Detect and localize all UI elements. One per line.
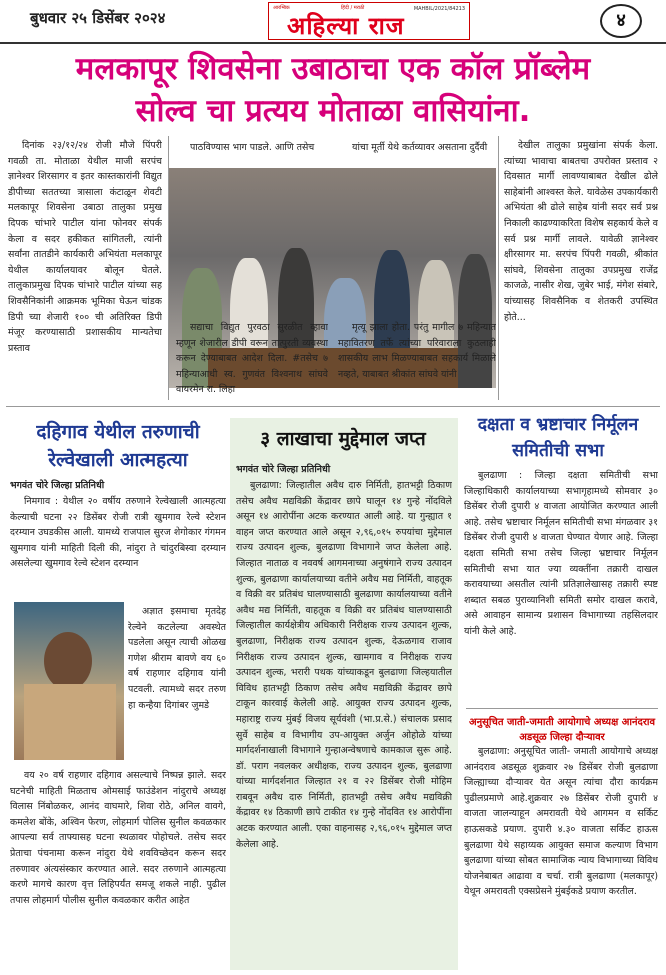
- story-b-text: बुलढाणा: जिल्हातील अवैध दारु निर्मिती, हातभट्टी ठिकाण तसेच अवैध मद्यविक्री केंद्रावर छापे घालून १४ गुन्हे नोंदविले असून १४ आरोपींना अटक करण्यात आली आहे. या गुन्ह्यात १ वाहन जप्त करण्यात आले असून २,९६,०१५ रुपयांचा मुद्देमाल राज्य उत्पादन शुल्क, बुलढाणा विभागाने जप्त केलेला आहे. जिल्हात नाताळ व नववर्ष आगमनाच्या अनुषंगाने राज्य उत्पादन शुल्क, बुलढाणा कार्यालयाच्या वतीने अवैध मद्य निर्मिती, वाहतूक व विक्री वर प्रतिबंध घालण्यासाठी बुलढाणा कार्यालयाच्या वतीने अवैध मद्य निर्मिती, वाहतूक व विक्री वर प्रतिबंध घालण्यासाठी जिल्हातील कार्यक्षेत्रीय अधिकारी निरीक्षक राज्य उत्पादन शुल्क, बुलढाणा, निरीक्षक राज्य उत्पादन शुल्क, देऊळगाव राजाव निरीक्षक राज्य उत्पादन शुल्क, खामगाव व निरीक्षक राज्य उत्पादन शुल्क, भरारी पथक यांच्याकडून बुलढाणा जिल्हयातील विविध हातभट्टी ठिकाण तसेच अवैध मद्यविक्री केंद्रावर छापे टाकून कारवाई केलेली आहे. आयुक्त राज्य उत्पादन शुल्क, महाराष्ट्र राज्य मुंबई विजय सूर्यवंशी (भा.प्र.से.) संचालक प्रसाद सुर्वे साहेब व विभागीय उप-आयुक्त अर्जुन ओहोळे यांच्या मार्गदर्शनाखाली विभागाने गुन्हाअन्वेषणाचे कामकाज सुरू आहे. डॉ. पराग नवलकर अधीक्षक, राज्य उत्पादन शुल्क, बुलढाणा यांच्या मार्गदर्शनात जिल्हात २१ व २२ डिसेंबर रोजी मोहिम राबवून अवैध दारु निर्मिती, हातभट्टी तसेच अवैध मद्यविक्री केंद्रावर १४ ठिकाणी छापे टाकीत १४ गुन्हे नोंदवित १४ आरोपींना अटक करण्यात आली. एका वाहनासह २,९६,०१५ मुद्देमाल जप्त केलेला आहे.: [236, 480, 452, 850]
- newspaper-logo: [268, 2, 470, 40]
- story-a-side: [128, 604, 226, 764]
- lead-story-text-1: दिनांक २३/१२/२४ रोजी मौजे पिंपरी गवळी ता. मोताळा येथील माजी सरपंच ज्ञानेश्वर शिरसागर व इतर कास्तकारांनी विद्युत डीपीच्या सततच्या त्रासाला कंटाळून शेवटी मलकापूर शिवसेना उबाठा तालुका प्रमुख दिपक चांभारे पाटील यांना फोनवर संपर्क केला व सदर हकीकत सांगितली, त्यांनी सर्वांना तातडीने कार्यकारी अभियंता मलकापूर येथील कार्यालयावर बोलून घेतले. तालुकाप्रमुख दिपक चांभारे पाटील यांच्या सह शिवसैनिकांनी आक्रमक भूमिका घेऊन चांडक डिपी च्या शेजारी १०० ची अतिरिक्त डिपी मंजूर करण्यासाठी प्रशासकीय मान्यतेचा प्रस्ताव: [8, 140, 162, 354]
- story-d-title: अनुसूचित जाती-जमाती आयोगाचे अध्यक्ष आनंदराव अडसूळ जिल्हा दौऱ्यावर: [466, 708, 658, 745]
- story-a-bottom: [10, 768, 226, 968]
- story-a-byline: भगवंत चोरे जिल्हा प्रतिनिधी: [10, 480, 105, 491]
- lead-story-text-2a: पाठविण्यास भाग पाडले. आणि तसेच: [190, 142, 315, 153]
- lead-story-col-2-bottom: [176, 320, 328, 400]
- story-c-title: दक्षता व भ्रष्टाचार निर्मूलन समितीची सभा: [477, 415, 639, 461]
- story-a-text-top: निमगाव : येथील २० वर्षीय तरुणाने रेल्वेखाली आत्महत्या केल्याची घटना २२ डिसेंबर रोजी रात्री खुमगाव रेल्वे स्टेशन दरम्यान उघडकीस आली. यामध्ये राजपाल सुरज शेगोकार गंगमन खुमगाव यांनी माहिती दिली की, नांदुरा ते चांदुरबिस्वा दरम्यान असलेल्या खुमगाव रेल्वे स्टेशन दरम्यान: [10, 496, 226, 570]
- lead-story-col-1: [8, 138, 162, 410]
- issue-date: बुधवार २५ डिसेंबर २०२४: [30, 9, 166, 27]
- lead-story-col-4: [504, 138, 658, 394]
- headline-line-2: सोल्व चा प्रत्यय मोताळा वासियांना.: [135, 93, 531, 129]
- story-a-byline-box: [10, 478, 226, 492]
- photo-shirt: [24, 684, 116, 760]
- lead-story-text-3a: यांचा मूर्ती येथे कर्तव्यावर असताना दुर्दैवी: [352, 142, 488, 153]
- newspaper-name: अहिल्या राज: [287, 12, 405, 40]
- story-a-text-bottom: वय २० वर्ष राहणार दहिगाव असल्याचे निष्पन्न झाले. सदर घटनेची माहिती मिळताच ओमसाई फाउंडेशन नांदुराचे अध्यक्ष विलास निंबोळकर, आनंद वाघमारे, शिवा रोठे, अनिल वावगे, कमलेश बोंके, अश्विन फेरण, लोहमार्ग पोलिस सुनील कवळकार आपल्या सर्व ताफ्यासह घटना स्थळावर पोहोचले. तसेच सदर प्रेताचा पंचनामा करून नांदुरा येथे शवविच्छेदन करून सदर तरुणावर अंत्यसंस्कार करण्यात आले. सदर तरुणाने आत्महत्या करणे मागचे कारण वृत्त लिहिपर्यंत समजू शकले नाही. पुढील तपास लोहमार्ग पोलीस सुनील कवळकार करीत आहेत: [10, 770, 226, 906]
- column-rule: [498, 136, 499, 400]
- registration-number: MAHBIL/2021/84213: [413, 6, 465, 12]
- story-b-title: ३ लाखाचा मुद्देमाल जप्त: [260, 428, 426, 450]
- headline-line-1: मलकापूर शिवसेना उबाठाचा एक कॉल प्रॉब्लेम: [75, 51, 591, 87]
- story-d-body: [464, 744, 658, 968]
- column-rule: [168, 136, 169, 400]
- photo-face: [44, 632, 92, 690]
- main-headline: [0, 48, 666, 132]
- story-c-body: [464, 468, 658, 704]
- lead-story-text-3b: मृत्यू झाला होता. परंतु मागील ७ महिन्यात महावितरण तर्फे त्यांच्या परिवाराला कुठलाही शासकीय लाभ मिळण्याबाबत सहकार्य मिळाले नव्हते, याबाबत श्रीकांत सांघवे यांनी: [338, 322, 496, 380]
- story-a-title: दहिगाव येथील तरुणाची रेल्वेखाली आत्महत्या: [36, 421, 200, 471]
- logo-prefix: आरम्बिक: [273, 5, 290, 11]
- lead-story-col-2-top: [176, 140, 328, 166]
- lead-story-text-4: देखील तालुका प्रमुखांना संपर्क केला. त्यांच्या भावाचा बाबतचा उपरोक्त प्रस्ताव २ दिवसात मार्गी लावण्याबाबत देखील ढोले साहेबांनी आश्वस्त केले. यावेळेस उपकार्यकारी अभियंता श्री ढोले साहेब यांनी सदर सर्व प्रश्न निकाली काढण्याकरिता विशेष सहकार्य केले व सर्व प्रश्न मार्गी लावले. यावेळी ज्ञानेश्वर क्षीरसागर मा. सरपंच पिंपरी गवळी, श्रीकांत सांघवे, शिवसेना तालुका उपप्रमुख राजेंद्र काजळे, नासीर शेख, जुबेर भाई, मंगेश संबारे, यांच्यासह शिवसैनिक व शेतकरी उपस्थित होते...: [504, 140, 658, 323]
- victim-photo: [14, 602, 124, 760]
- lead-story-col-3-top: [338, 140, 496, 166]
- story-c-text: बुलढाणा : जिल्हा दक्षता समितीची सभा जिल्हाधिकारी कार्यालयाच्या सभागृहामध्ये सोमवार ३० डिसेंबर रोजी दुपारी ४ वाजता आयोजित करण्यात आली आहे. तसेच भ्रष्टाचार निर्मूलन समितीची सभा मंगळवार ३१ डिसेंबर रोजी दुपारी ४ वाजता घेण्यात येणार आहे. जिल्हा दक्षता समिती सभा तसेच जिल्हा भ्रष्टाचार निर्मूलन समितीची सभा यात ज्या व्यक्तींना तक्रारी दाखल करावयाच्या असतील त्यांनी प्रतिज्ञालेखासह तक्रारी स्पष्ट शब्दात सबळ पुराव्यानिशी समिती समोर दाखल करावे, असे आवाहन सामान्य प्रशासन विभागाच्या तहसिलदार यांनी केले आहे.: [464, 470, 658, 637]
- story-b-byline: भगवंत चोरे जिल्हा प्रतिनिधी: [236, 464, 331, 475]
- story-d-text: बुलढाणा: अनुसूचित जाती- जमाती आयोगाचे अध्यक्ष आनंदराव अडसूळ शुक्रवार २७ डिसेंबर रोजी बुलढाणा जिल्ह्याच्या दौऱ्यावर येत असून त्यांचा दौरा कार्यक्रम पुढीलप्रमाणे आहे.शुक्रवार २७ डिसेंबर रोजी दुपारी ४ वाजता जालन्याहून अमरावती येथे आगमन व सर्किट हाऊसकडे प्रयाण. दुपारी ४.३० वाजता सर्किट हाऊस बुलढाणा येथे सहाय्यक आयुक्त समाज कल्याण विभाग बुलढाणा यांच्या सोबत सामाजिक न्याय विभागाच्या विविध योजनेबाबत आढावा व चर्चा. रात्री बुलढाणा (मलकापूर) येथून अमरावती एक्सप्रेसने मुंबईकडे प्रयाण करतील.: [464, 746, 658, 898]
- story-b-body: [236, 478, 452, 966]
- section-divider: [6, 406, 660, 407]
- masthead: [0, 0, 666, 44]
- lead-story-col-3-bottom: [338, 320, 496, 400]
- page-number: ४: [600, 4, 642, 38]
- story-a-text-side: अज्ञात इसमाचा मृतदेह रेल्वेने कटलेल्या अवस्थेत पडलेला असून त्याची ओळख गणेश श्रीराम बावणे वय ६० वर्ष राहणार दहिगाव यांनी पटवली. त्यामध्ये सदर तरुण हा कन्हैया दिगांबर जुमडे: [128, 606, 226, 711]
- logo-tagline: हिंदी / मराठी: [341, 5, 365, 11]
- lead-story-text-2b: सद्याचा विद्युत पुरवठा सुरळीत व्हावा म्हणून शेजारील डीपी वरून तात्पुरती व्यवस्था करून देण्याबाबत आदेश दिला. #तसेच ७ महिन्याआधी स्व. गुणवंत विश्वनाथ सांघवे वायरमेन रा. लिहा: [176, 322, 328, 396]
- story-b-byline-box: [236, 462, 452, 476]
- story-a-top: [10, 494, 226, 600]
